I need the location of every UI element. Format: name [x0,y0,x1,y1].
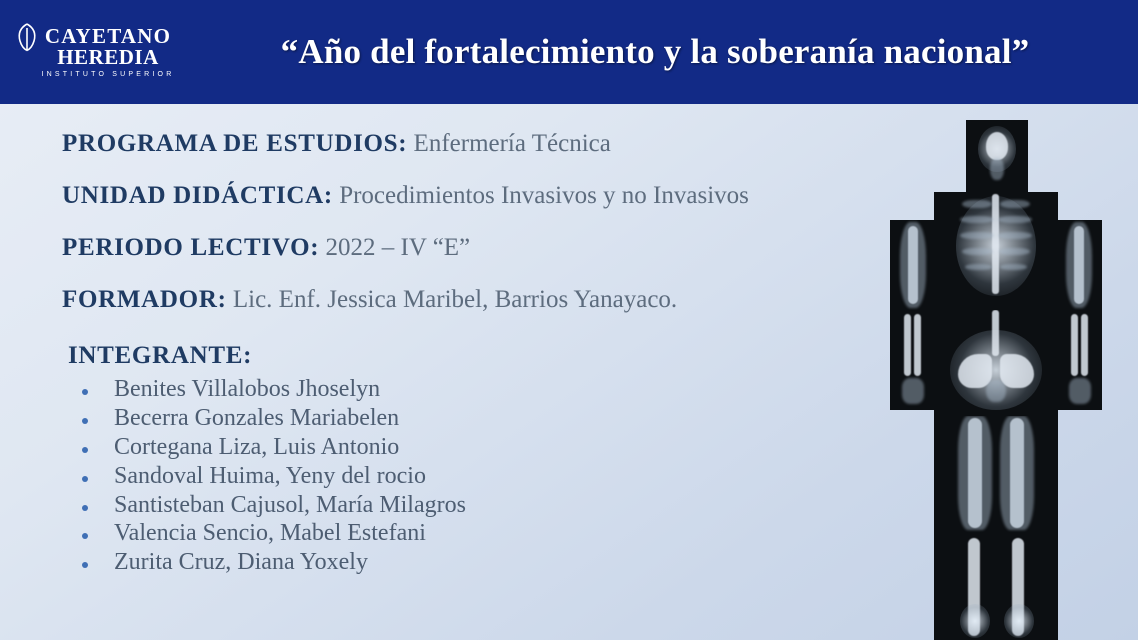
institution-logo [0,0,190,104]
field-unidad-value: Procedimientos Invasivos y no Invasivos [339,182,749,209]
field-periodo-label: PERIODO LECTIVO: [62,234,320,261]
xray-panel-pelvis [934,310,1058,416]
list-item: Santisteban Cajusol, María Milagros [62,492,862,519]
field-formador-value: Lic. Enf. Jessica Maribel, Barrios Yanayaco. [232,286,678,313]
field-periodo [62,232,862,264]
slide-body [62,128,862,578]
list-item: Becerra Gonzales Mariabelen [62,405,862,432]
xray-figure [890,120,1102,625]
field-formador-label: FORMADOR: [62,286,227,313]
field-programa-label: PROGRAMA DE ESTUDIOS: [62,130,408,157]
field-programa [62,128,862,160]
list-item: Valencia Sencio, Mabel Estefani [62,520,862,547]
xray-panel-thighs [934,416,1058,534]
list-item: Zurita Cruz, Diana Yoxely [62,549,862,576]
field-formador [62,284,862,316]
xray-panel-skull [966,120,1028,192]
slide-banner-title: “Año del fortalecimiento y la soberanía nacional” [280,32,1030,71]
xray-panel-lower-legs [934,534,1058,640]
header-banner [0,0,1138,104]
xray-panel-thorax [934,192,1058,310]
xray-panel-left-forearm [890,310,936,410]
field-programa-value: Enfermería Técnica [413,130,611,157]
logo-line-3: INSTITUTO SUPERIOR [41,71,175,79]
list-item: Cortegana Liza, Luis Antonio [62,434,862,461]
xray-panel-right-forearm [1058,310,1102,410]
list-item: Benites Villalobos Jhoselyn [62,376,862,403]
field-periodo-value: 2022 – IV “E” [325,234,471,261]
xray-panel-left-upper-arm [890,220,936,310]
logo-line-2: HEREDIA [57,44,159,69]
xray-panel-right-upper-arm [1058,220,1102,310]
logo-line-1: CAYETANO [44,23,172,48]
field-unidad-label: UNIDAD DIDÁCTICA: [62,182,333,209]
integrantes-heading: INTEGRANTE: [68,342,253,369]
field-unidad [62,180,862,212]
integrantes-list [62,376,862,576]
list-item: Sandoval Huima, Yeny del rocio [62,463,862,490]
logo-mark-icon [14,22,40,52]
